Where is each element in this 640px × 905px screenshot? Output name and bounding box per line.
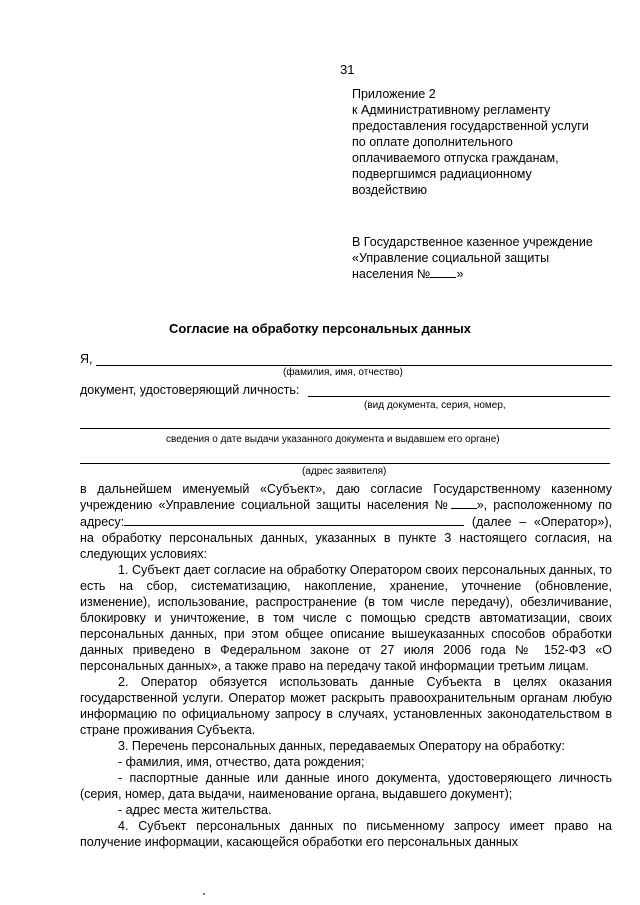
address-hint: (адрес заявителя) [302,466,387,477]
addressee-line: «Управление социальной защиты [352,251,550,265]
addressee-line-suffix: » [456,267,464,281]
list-item: - паспортные данные или данные иного документа, удостоверяющего личность (серия, номер, дата выдачи, наименование органа, выдавшего документ); [80,771,612,801]
doc-label: документ, удостоверяющий личность: [80,383,300,397]
doc-hint: (вид документа, серия, номер, [364,400,506,411]
appendix-line: воздействию [352,183,427,197]
doc-field-line-2[interactable] [80,428,610,429]
ya-label: Я, [80,352,93,366]
addressee-line-prefix: населения № [352,267,431,281]
fio-field-line[interactable] [96,365,612,366]
appendix-line: подвергшимся радиационному [352,167,532,181]
appendix-line: по оплате дополнительного [352,135,513,149]
operator-address-blank[interactable] [124,513,464,526]
scan-speck [203,893,205,895]
document-title: Согласие на обработку персональных данных [168,321,471,336]
addressee-block [352,234,593,282]
intro-text-1: в дальнейшем именуемый «Субъект», даю согласие Государственному казенному учреждению «Управление социальной защиты населения № [80,482,612,512]
page-number: 31 [340,62,355,77]
fio-hint: (фамилия, имя, отчество) [283,367,403,378]
appendix-header [352,86,589,198]
appendix-line: к Административному регламенту [352,103,551,117]
paragraph-4: 4. Субъект персональных данных по письменному запросу имеет право на получение информации, касающейся обработки его персональных данных [80,819,612,849]
addressee-line: В Государственное казенное учреждение [352,235,593,249]
paragraph-1: 1. Субъект дает согласие на обработку Оператором своих персональных данных, то есть на сбор, систематизацию, накопление, хранение, уточнение (обновление, изменение), использование, распространение (в том числе передачу), обезличивание, блокировку и уничтожение, в том числе с помощью средств автоматизации, своих персональных данных, при этом общее описание вышеуказанных способов обработки данных приведено в Федеральном законе от 27 июля 2006 года № 152-ФЗ «О персональных данных», а также право на передачу такой информации третьим лицам. [80,563,612,673]
doc-field-line[interactable] [308,396,610,397]
addressee-line [352,266,593,282]
consent-body [80,481,612,850]
office-number-blank-2[interactable] [451,498,477,509]
address-field-line[interactable] [80,463,610,464]
appendix-line: предоставления государственной услуги [352,119,589,133]
intro-text-2: », расположенному по адресу: [80,498,613,529]
appendix-line: оплачиваемого отпуска гражданам, [352,151,559,165]
list-item: - адрес места жительства. [118,803,272,817]
appendix-line: Приложение 2 [352,87,436,101]
intro-paragraph [80,481,612,562]
doc-hint-2: сведения о дате выдачи указанного документа и выдавшем его органе) [166,434,500,445]
paragraph-3: 3. Перечень персональных данных, передаваемых Оператору на обработку: [118,739,565,753]
office-number-blank[interactable] [430,267,456,278]
intro-text-3: (далее – «Оператор»), на обработку персональных данных, указанных в пункте 3 настоящего согласия, на следующих условиях: [80,515,612,561]
paragraph-2: 2. Оператор обязуется использовать данные Субъекта в целях оказания государственной услуги. Оператор может раскрыть правоохранительным органам любую информацию по официальному запросу в случаях, установленных законодательством в стране проживания Субъекта. [80,675,612,737]
list-item: - фамилия, имя, отчество, дата рождения; [118,755,365,769]
